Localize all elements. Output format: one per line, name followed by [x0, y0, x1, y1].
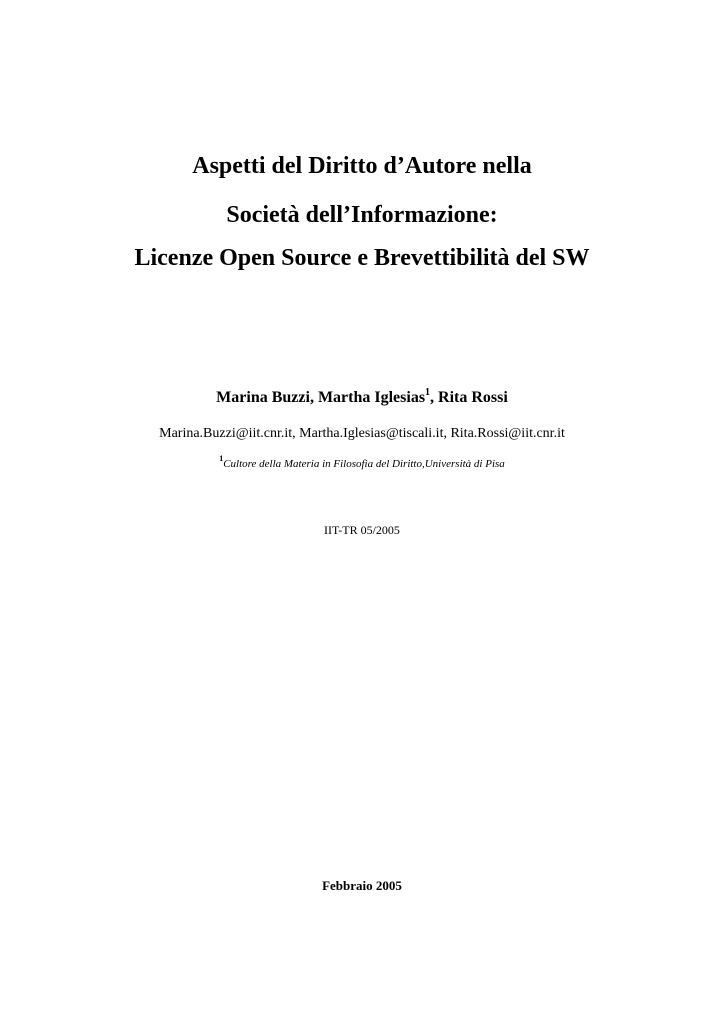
- title-line-3: Licenze Open Source e Brevettibilità del SW: [134, 245, 590, 271]
- authors-names-part-2: , Rita Rossi: [430, 389, 508, 406]
- affiliation-note-marker: 1: [219, 454, 224, 464]
- authors-names-part-1: Marina Buzzi, Martha Iglesias: [216, 389, 426, 406]
- title-line-2: Società dell’Informazione:: [226, 202, 498, 228]
- affiliation-note-text: Cultore della Materia in Filosofia del Diritto,Università di Pisa: [223, 458, 505, 470]
- title-line-1: Aspetti del Diritto d’Autore nella: [192, 153, 532, 179]
- publication-date: Febbraio 2005: [322, 878, 402, 893]
- authors-line: [0, 388, 724, 408]
- author-emails: Marina.Buzzi@iit.cnr.it, Martha.Iglesias@tiscali.it, Rita.Rossi@iit.cnr.it: [159, 426, 565, 441]
- affiliation-note: [0, 454, 724, 471]
- report-number: IIT-TR 05/2005: [324, 523, 400, 537]
- affiliation-marker-superscript: 1: [425, 386, 431, 398]
